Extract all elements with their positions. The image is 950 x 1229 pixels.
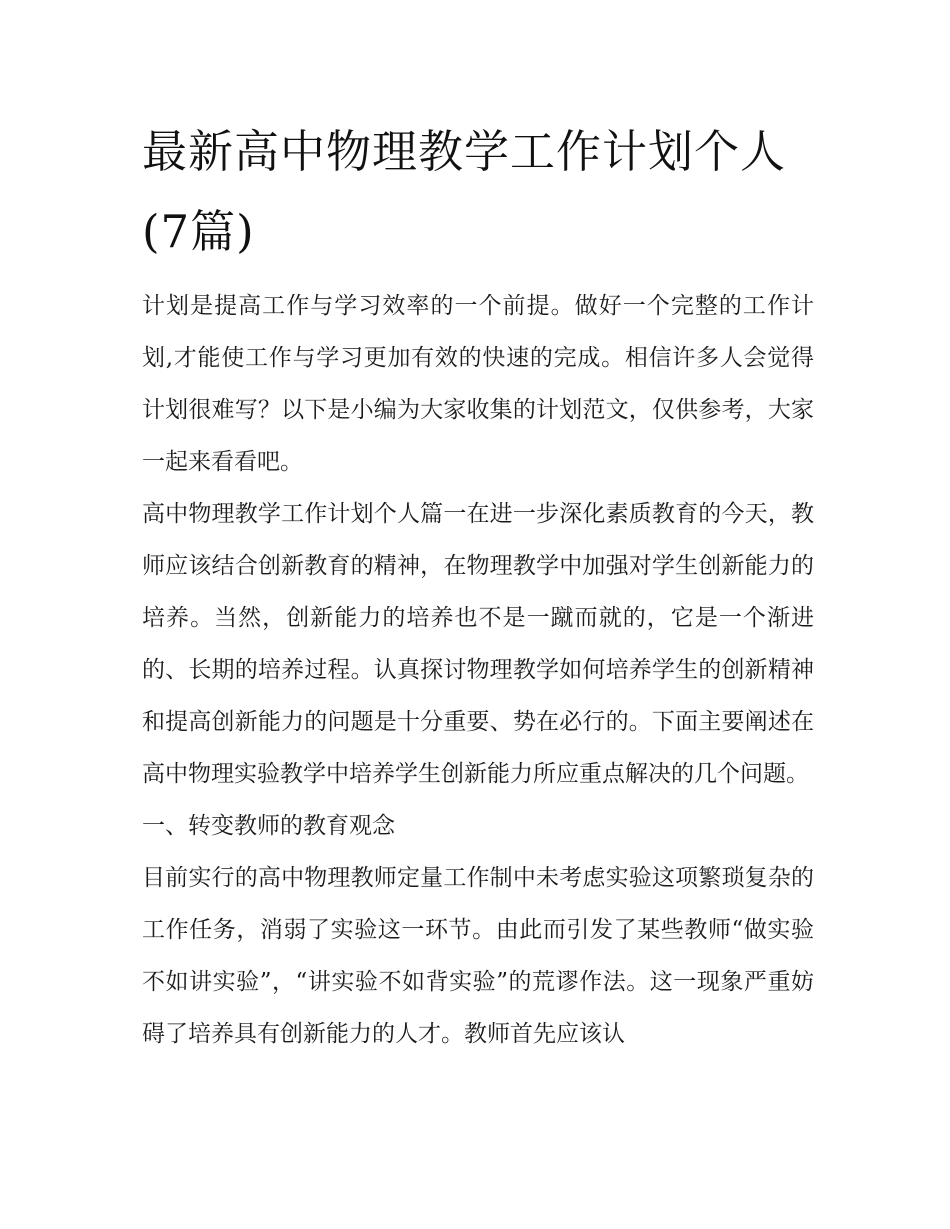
subheading-paragraph: 一、转变教师的教育观念 [142,813,395,839]
intro-paragraph: 计划是提高工作与学习效率的一个前提。做好一个完整的工作计划,才能使工作与学习更加有效的快速的完成。相信许多人会觉得计划很难写？以下是小编为大家收集的计划范文，仅供参考，大家一起来看看吧。 [142,293,814,475]
document-title: 最新高中物理教学工作计划个人(7篇) [142,125,787,258]
section-one-paragraph: 高中物理教学工作计划个人篇一在进一步深化素质教育的今天，教师应该结合创新教育的精神，在物理教学中加强对学生创新能力的培养。当然，创新能力的培养也不是一蹴而就的，它是一个渐进的、长期的培养过程。认真探讨物理教学如何培养学生的创新精神和提高创新能力的问题是十分重要、势在必行的。下面主要阐述在高中物理实验教学中培养学生创新能力所应重点解决的几个问题。 [142,501,814,787]
body-paragraph: 目前实行的高中物理教师定量工作制中未考虑实验这项繁琐复杂的工作任务，消弱了实验这一环节。由此而引发了某些教师“做实验不如讲实验”，“讲实验不如背实验”的荒谬作法。这一现象严重妨碍了培养具有创新能力的人才。教师首先应该认 [142,865,814,1047]
document-page [142,112,814,1060]
